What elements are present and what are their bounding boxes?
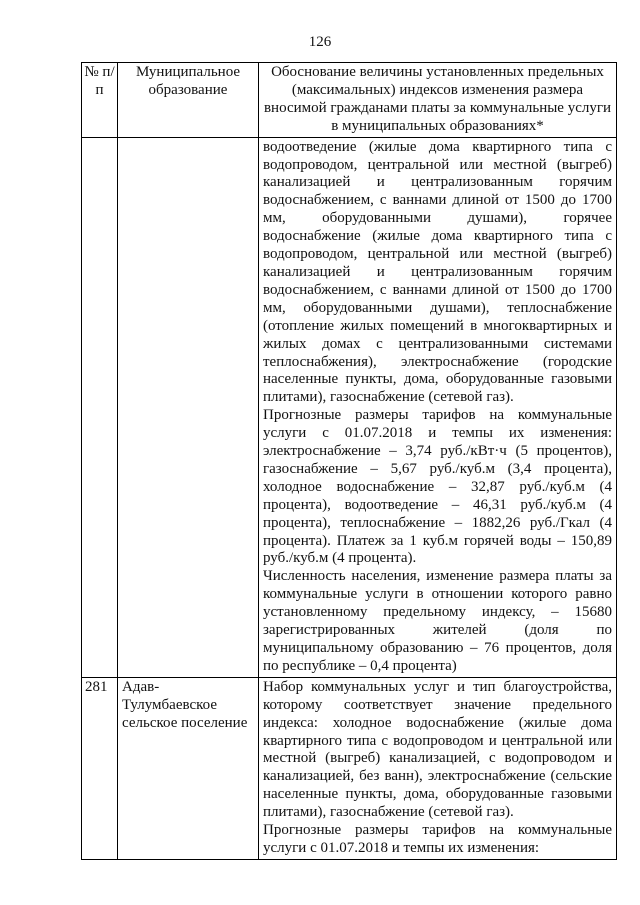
table-row	[82, 137, 617, 677]
row-justification	[259, 677, 617, 859]
paragraph: Прогнозные размеры тарифов на коммунальные услуги с 01.07.2018 и темпы их изменения:	[263, 822, 612, 856]
tariff-table	[81, 62, 617, 860]
header-municipality: Муниципальное образование	[118, 63, 259, 138]
row-number: 281	[82, 677, 118, 859]
paragraph: водоотведение (жилые дома квартирного типа с водопроводом, центральной или местной (выгреб) канализацией и централизованным горячим водоснабжением, с ваннами длиной от 1500 до 1700 мм, оборудованными душами), горячее водоснабжение (жилые дома квартирного типа с водопроводом, центральной или местной (выгреб) канализацией и централизованным горячим водоснабжением, с ваннами длиной от 1500 до 1700 мм, оборудованными душами), теплоснабжение (отопление жилых помещений в многоквартирных и жилых домах с централизованными системами теплоснабжения), электроснабжение (городские населенные пункты, дома, оборудованные газовыми плитами), газоснабжение (сетевой газ).	[263, 138, 612, 406]
row-municipality	[118, 137, 259, 677]
header-justification: Обоснование величины установленных предельных (максимальных) индексов изменения размера вносимой гражданами платы за коммунальные услуги в муниципальных образованиях*	[259, 63, 617, 138]
page-number: 126	[308, 34, 332, 50]
paragraph: Набор коммунальных услуг и тип благоустройства, которому соответствует значение предельного индекса: холодное водоснабжение (жилые дома квартирного типа с водопроводом и центральной или местной (выгреб) канализацией, с водопроводом и канализацией, без ванн), электроснабжение (сельские населенные пункты, дома, оборудованные газовыми плитами), газоснабжение (сетевой газ).	[263, 678, 612, 821]
row-justification	[259, 137, 617, 677]
row-municipality: Адав-Тулумбаевское сельское поселение	[118, 677, 259, 859]
paragraph: Численность населения, изменение размера платы за коммунальные услуги в отношении которого равно установленному предельному индексу, – 15680 зарегистрированных жителей (доля по муниципальному образованию – 76 процентов, доля по республике – 0,4 процента)	[263, 568, 612, 674]
paragraph: Прогнозные размеры тарифов на коммунальные услуги с 01.07.2018 и темпы их изменения: электроснабжение – 3,74 руб./кВт·ч (5 процентов), газоснабжение – 5,67 руб./куб.м (3,4 процента), холодное водоснабжение – 32,87 руб./куб.м (4 процента), водоотведение – 46,31 руб./куб.м (4 процента), теплоснабжение – 1882,26 руб./Гкал (4 процента). Платеж за 1 куб.м горячей воды – 150,89 руб./куб.м (4 процента).	[263, 407, 612, 567]
header-number: № п/п	[82, 63, 118, 138]
table-header-row	[82, 63, 617, 138]
row-number	[82, 137, 118, 677]
table-row	[82, 677, 617, 859]
